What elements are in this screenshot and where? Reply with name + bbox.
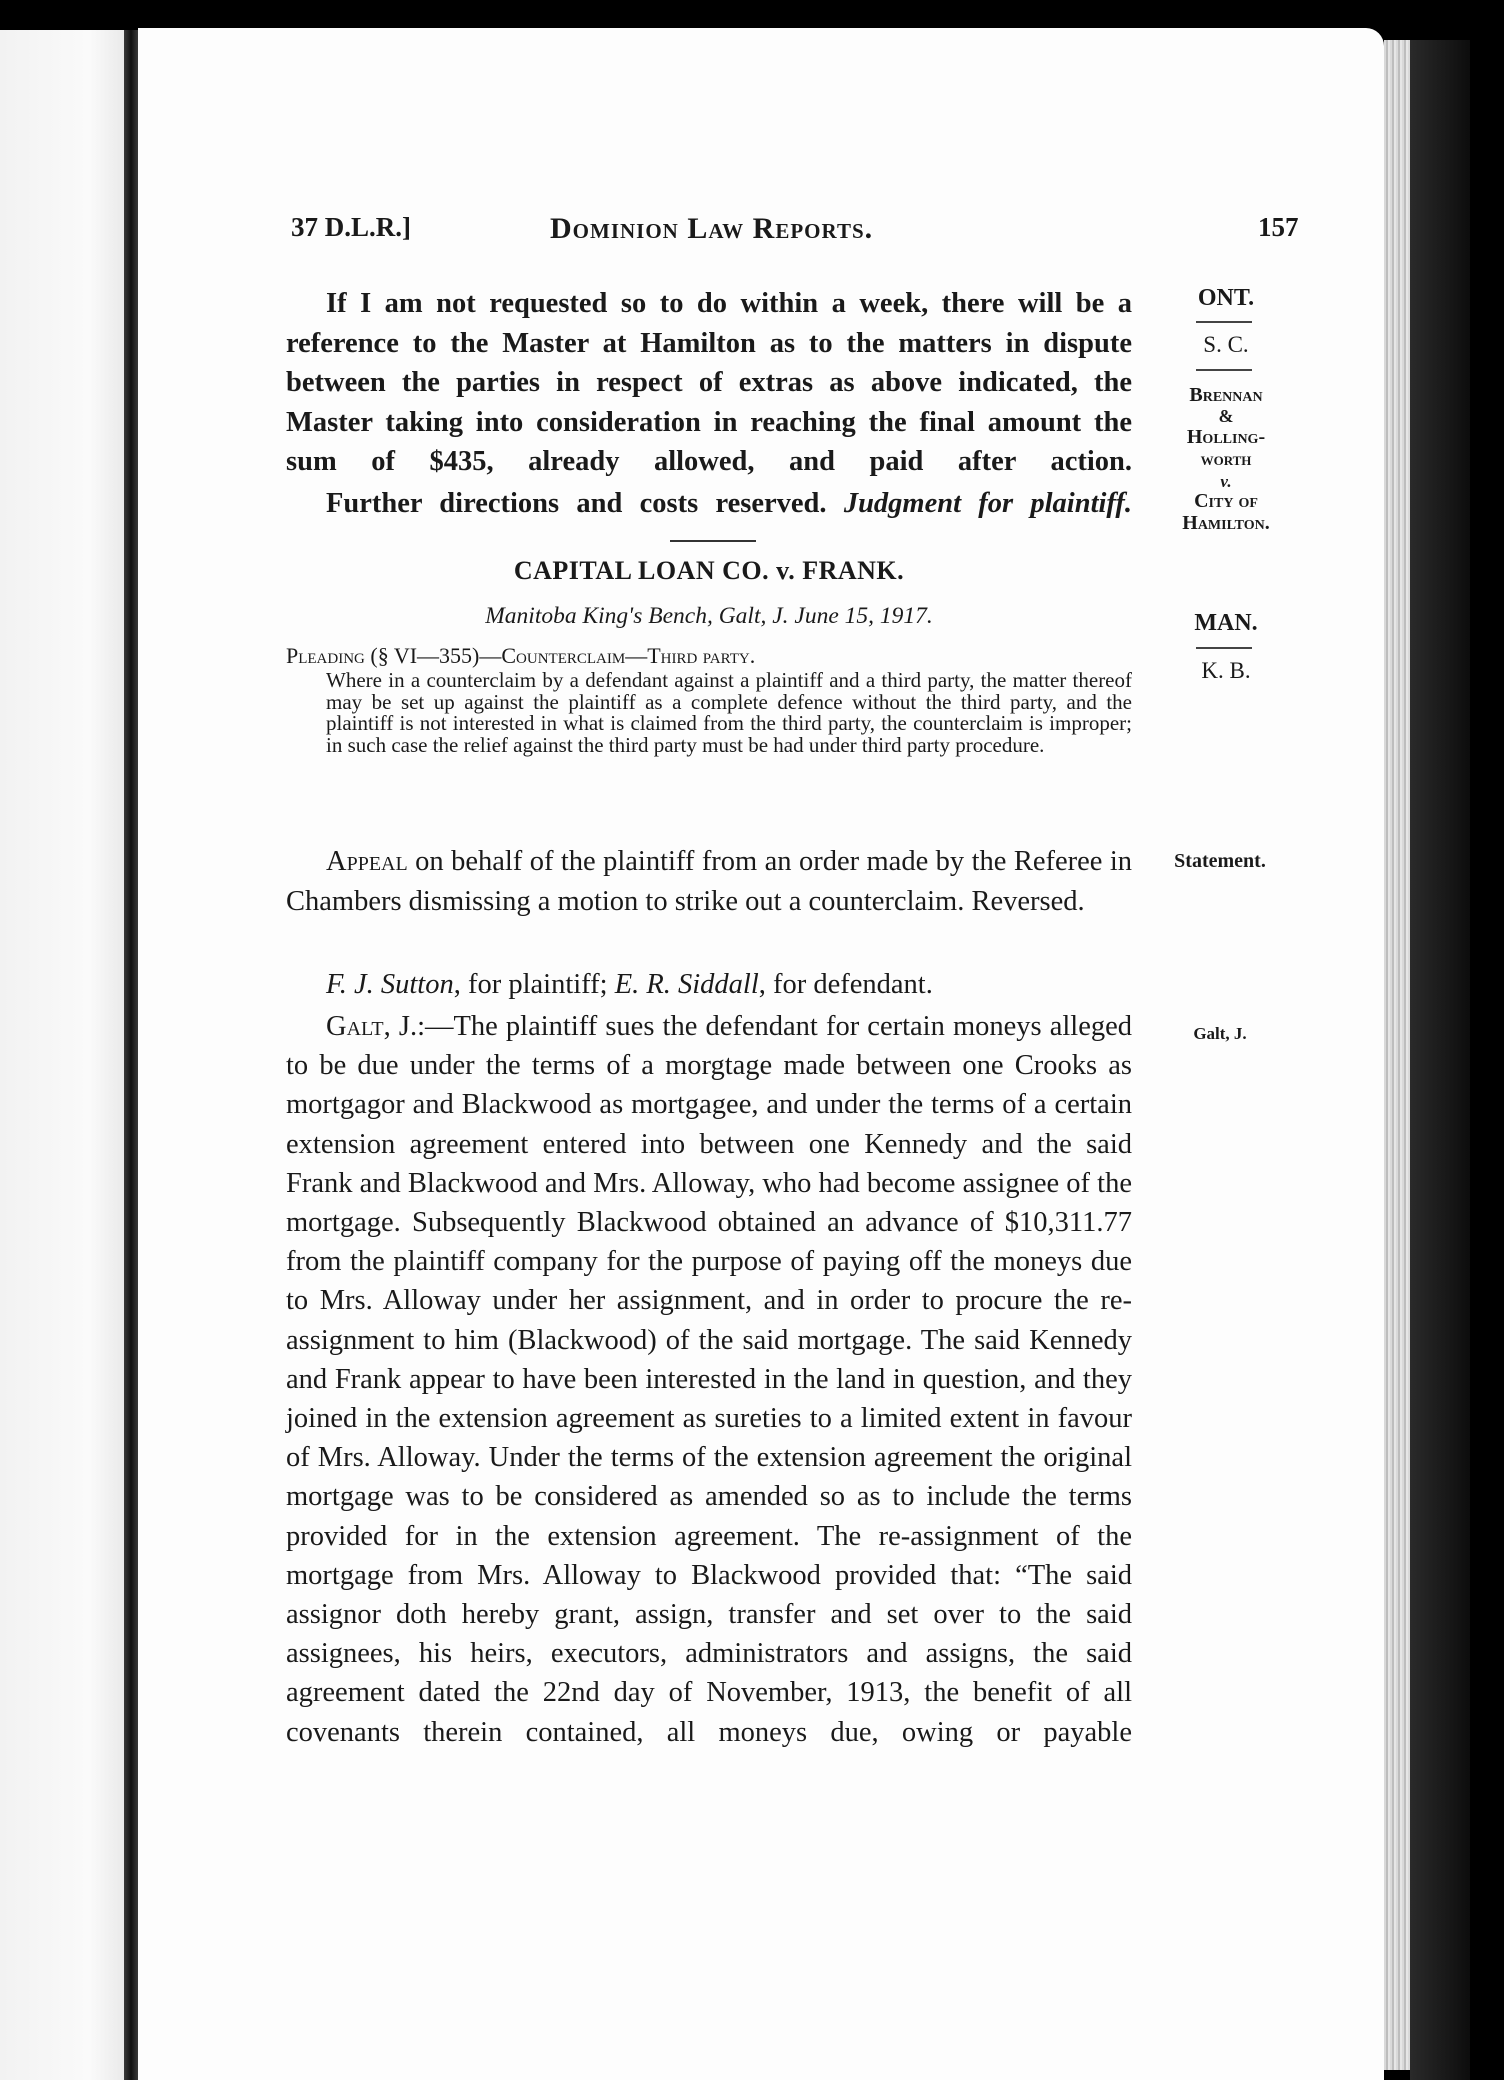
headnote-topic: Pleading (§ VI—355)—Counterclaim—Third party. (286, 643, 756, 668)
facing-page (0, 30, 128, 2080)
counsel-text: , for defendant. (758, 969, 933, 1000)
judgment-for-plaintiff: Judgment for plaintiff. (843, 488, 1132, 519)
paragraph (286, 484, 1132, 524)
volume-reference: 37 D.L.R.] (291, 212, 411, 242)
headnote: Where in a counterclaim by a defendant against a plaintiff and a third party, the matter thereof may be set up against the plaintiff as a complete defence without the third party, and the plaintiff is not interested in what is claimed from the third party, the counterclaim is improper; in such case the relief against the third party must be had under third party procedure. (326, 668, 1132, 757)
book-gutter (124, 30, 138, 2080)
margin-case-name: & (1218, 406, 1234, 426)
statement-text: on behalf of the plaintiff from an order made by the Referee in Chambers dismissing a motion to strike out a counterclaim. Reversed. (286, 846, 1132, 917)
margin-case-name: v. (1220, 472, 1232, 491)
counsel-line (286, 965, 1132, 1005)
margin-case-name: City of (1194, 490, 1258, 512)
section-divider (670, 540, 756, 542)
case-title: CAPITAL LOAN CO. v. FRANK. (513, 556, 905, 585)
margin-statement: Statement. (1174, 850, 1266, 872)
margin-rule (1196, 321, 1252, 323)
defendant-counsel: E. R. Siddall (614, 969, 759, 1000)
previous-case-conclusion (286, 484, 1132, 524)
margin-case-name: worth (1200, 449, 1252, 469)
margin-rule (1196, 369, 1252, 371)
judgment-section (286, 1007, 1132, 1752)
margin-judge: Galt, J. (1193, 1024, 1247, 1043)
court-line: Manitoba King's Bench, Galt, J. June 15, 1917. (485, 603, 933, 629)
statement-paragraph (286, 842, 1132, 921)
book-cover-edge (1410, 40, 1470, 2080)
margin-court-kb: K. B. (1201, 658, 1251, 683)
margin-case-name: Holling- (1186, 426, 1266, 448)
plaintiff-counsel: F. J. Sutton (326, 969, 454, 1000)
judgment-lead: Galt, J. (326, 1011, 418, 1042)
counsel-text: , for plaintiff; (453, 969, 615, 1000)
margin-case-name: Brennan (1189, 384, 1263, 406)
judgment-paragraph (286, 1007, 1132, 1752)
margin-case-name: Hamilton. (1182, 512, 1270, 534)
statement-lead: Appeal (326, 846, 408, 877)
running-title: Dominion Law Reports. (550, 212, 874, 245)
counsel-section (286, 965, 1132, 1005)
page-edges (1384, 40, 1410, 2070)
paragraph: If I am not requested so to do within a week, there will be a reference to the Master at Hamilton as to the matters in dispute between the parties in respect of extras as above indicated, the Master taking into consideration in reaching the final amount the sum of $435, already allowed, and paid after action. (286, 288, 1132, 477)
margin-rule (1196, 647, 1252, 649)
statement-section (286, 842, 1132, 921)
margin-province-man: MAN. (1194, 610, 1258, 636)
previous-case-text (286, 284, 1132, 482)
page-number: 157 (1258, 212, 1299, 242)
conclusion-text: Further directions and costs reserved. (326, 488, 827, 519)
margin-court-sc: S. C. (1203, 332, 1249, 357)
judgment-text: :—The plaintiff sues the defendant for certain moneys alleged to be due under the terms of a morgtage made between one Crooks as mortgagor and Blackwood as mortgagee, and under the terms of a certain extension agreement entered into between one Kennedy and the said Frank and Blackwood and Mrs. Alloway, who had become assignee of the mortgage. Subsequently Blackwood obtained an advance of $10,311.77 from the plaintiff company for the purpose of paying off the moneys due to Mrs. Alloway under her assignment, and in order to procure the re-assignment to him (Blackwood) of the said mortgage. The said Kennedy and Frank appear to have been interested in the land in question, and they joined in the extension agreement as sureties to a limited extent in favour of Mrs. Alloway. Under the terms of the extension agreement the original mortgage was to be considered as amended so as to include the terms provided for in the extension agreement. The re-assignment of the mortgage from Mrs. Alloway to Blackwood provided that: “The said assignor doth hereby grant, assign, transfer and set over to the said assignees, his heirs, executors, administrators and assigns, the said agreement dated the 22nd day of November, 1913, the benefit of all covenants therein contained, all moneys due, owing or payable (286, 1011, 1132, 1748)
margin-province-ont: ONT. (1197, 285, 1255, 311)
